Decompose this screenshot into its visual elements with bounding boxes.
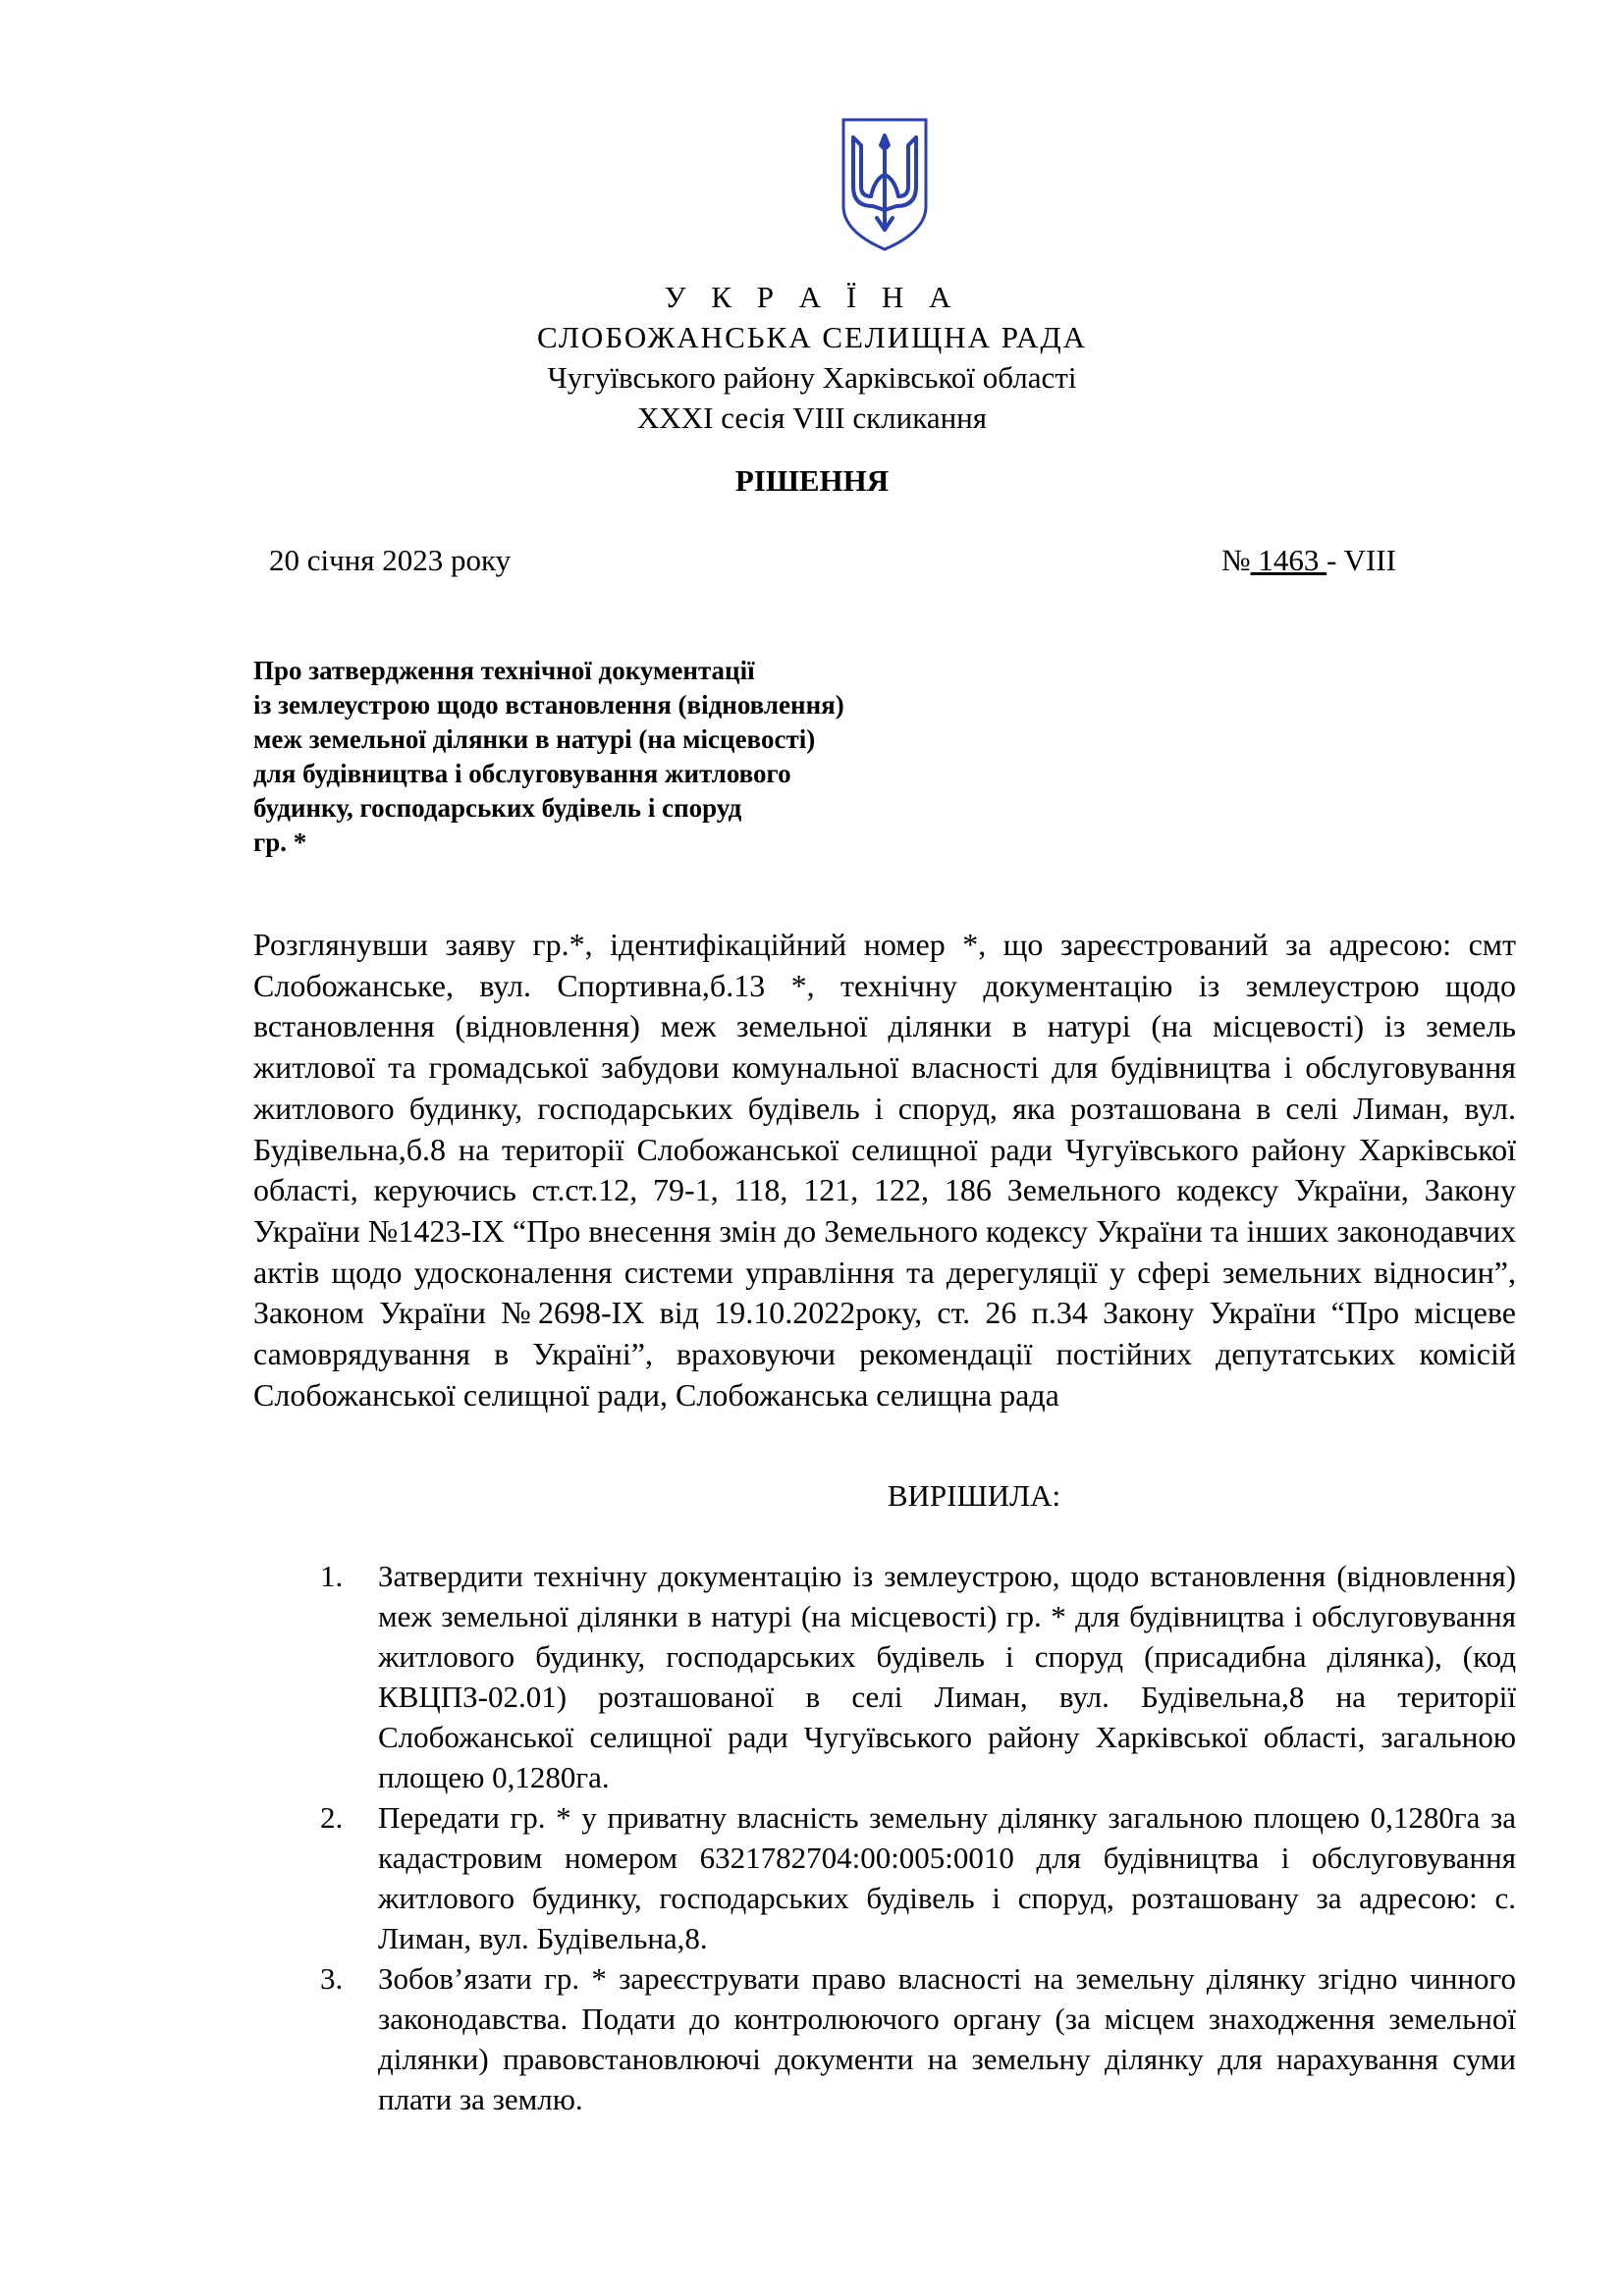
decision-subject <box>253 654 1000 860</box>
subject-line: Про затвердження технічної документації <box>253 656 755 685</box>
item-index: 1. <box>320 1559 344 1593</box>
country-name: У К Р А Ї Н А <box>664 280 960 314</box>
council-name: СЛОБОЖАНСЬКА СЕЛИЩНА РАДА <box>537 320 1087 354</box>
district-name: Чугуївського району Харківської області <box>547 360 1077 395</box>
number-value: 1463 <box>1250 543 1327 577</box>
item-index: 3. <box>320 1961 344 1996</box>
decision-item <box>320 1958 1516 2119</box>
item-text: Передати гр. * у приватну власність земельну ділянку загальною площею 0,1280га за кадастровим номером 6321782704:00:005:0010 для будівництва і обслуговування житлового будинку, господарських будівель і споруд, розташовану за адресою: с. Лиман, вул. Будівельна,8. <box>378 1800 1516 1955</box>
document-title: РІШЕННЯ <box>734 463 890 498</box>
number-prefix: № <box>1221 543 1251 577</box>
decision-item <box>320 1797 1516 1958</box>
decided-heading: ВИРІШИЛА: <box>887 1478 1061 1513</box>
item-index: 2. <box>320 1800 344 1835</box>
decision-item <box>320 1556 1516 1797</box>
preamble-paragraph: Розглянувши заяву гр.*, ідентифікаційний номер *, що зареєстрований за адресою: смт Слобожанське, вул. Спортивна,б.13 *, технічну документацію із землеустрою щодо встановлення (відновлення) меж земельної ділянки в натурі (на місцевості) із земель житлової та громадської забудови комунальної власності для будівництва і обслуговування житлового будинку, господарських будівель і споруд, яка розташована в селі Лиман, вул. Будівельна,б.8 на території Слобожанської селищної ради Чугуївського району Харківської області, керуючись ст.ст.12, 79-1, 118, 121, 122, 186 Земельного кодексу України, Закону України №1423-IX “Про внесення змін до Земельного кодексу України та інших законодавчих актів щодо удосконалення системи управління та дерегуляції у сфері земельних відносин”, Законом України №2698-IX від 19.10.2022року, ст. 26 п.34 Закону України “Про місцеве самоврядування в Україні”, враховуючи рекомендації постійних депутатських комісій Слобожанської селищної ради, Слобожанська селищна рада <box>253 927 1516 1413</box>
document-header <box>0 277 1624 438</box>
subject-line: будинку, господарських будівель і споруд <box>253 793 742 823</box>
item-text: Затвердити технічну документацію із землеустрою, щодо встановлення (відновлення) меж земельної ділянки в натурі (на місцевості) гр. * для будівництва і обслуговування житлового будинку, господарських будівель і споруд (присадибна ділянка), (код КВЦПЗ-02.01) розташованої в селі Лиман, вул. Будівельна,8 на території Слобожанської селищної ради Чугуївського району Харківської області, загальною площею 0,1280га. <box>378 1559 1516 1794</box>
subject-line: для будівництва і обслуговування житлового <box>253 759 791 788</box>
number-suffix: - VIII <box>1326 543 1396 577</box>
decision-items <box>320 1556 1516 2119</box>
subject-line: гр. * <box>253 828 307 857</box>
session-name: XXXI сесія VIII скликання <box>636 400 988 435</box>
decision-date: 20 січня 2023 року <box>269 543 512 577</box>
decision-number <box>1221 541 1396 580</box>
item-text: Зобов’язати гр. * зареєструвати право власності на земельну ділянку згідно чинного законодавства. Подати до контролюючого органу (за місцем знаходження земельної ділянки) правовстановлюючі документи на земельну ділянку для нарахування суми плати за землю. <box>378 1961 1516 2116</box>
trident-emblem-icon <box>839 116 930 253</box>
subject-line: меж земельної ділянки в натурі (на місцевості) <box>253 724 816 754</box>
subject-line: із землеустрою щодо встановлення (відновлення) <box>253 690 844 720</box>
